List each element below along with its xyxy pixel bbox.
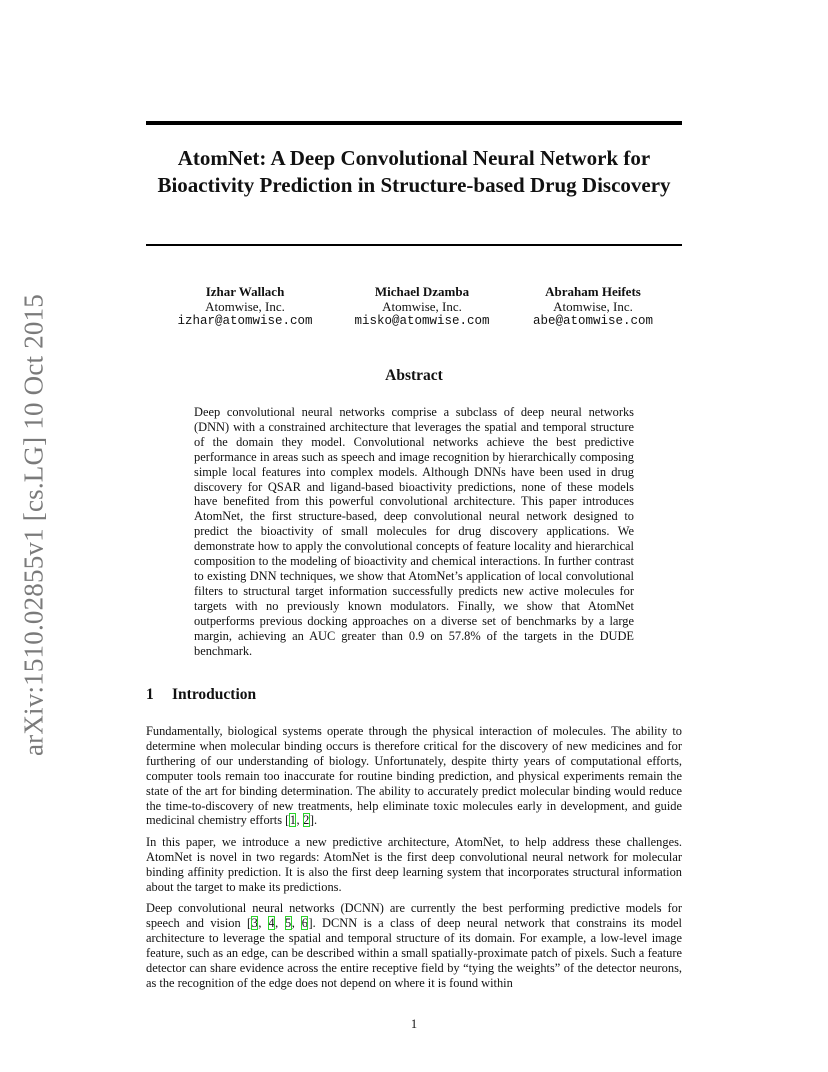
citation-link-1[interactable]: 1 bbox=[289, 813, 296, 828]
author-email: abe@atomwise.com bbox=[532, 314, 654, 328]
citation-bracket: [ bbox=[282, 813, 290, 828]
arxiv-identifier-stamp: arXiv:1510.02855v1 [cs.LG] 10 Oct 2015 bbox=[18, 293, 49, 757]
citation-bracket: ]. bbox=[309, 813, 318, 828]
author-affiliation: Atomwise, Inc. bbox=[553, 299, 633, 314]
author-block bbox=[513, 284, 673, 329]
intro-paragraph-1 bbox=[146, 724, 682, 828]
citation-separator: , bbox=[258, 915, 268, 930]
intro-paragraph-3 bbox=[146, 901, 682, 990]
author-email: misko@atomwise.com bbox=[354, 314, 490, 328]
abstract-heading: Abstract bbox=[385, 367, 443, 384]
author-email: izhar@atomwise.com bbox=[177, 314, 313, 328]
paper-title: AtomNet: A Deep Convolutional Neural Network for Bioactivity Prediction in Structure-based Drug Discovery bbox=[157, 146, 671, 197]
citation-link-4[interactable]: 4 bbox=[268, 915, 275, 930]
citation-link-3[interactable]: 3 bbox=[251, 915, 258, 930]
intro-paragraph-2: In this paper, we introduce a new predictive architecture, AtomNet, to help address these challenges. AtomNet is novel in two regards: AtomNet is the first deep convolutional neural network for molecular binding affinity prediction. It is also the first deep learning system that incorporates structural information about the target to make its predictions. bbox=[146, 835, 682, 894]
citation-link-6[interactable]: 6 bbox=[301, 915, 308, 930]
section-title: Introduction bbox=[172, 686, 257, 703]
paragraph-text: Fundamentally, biological systems operate through the physical interaction of molecules. The ability to determine when molecular binding occurs is therefore critical for the discovery of new medicines and for furthering of our understanding of biology. Unfortunately, despite thirty years of computational efforts, computer tools remain too inaccurate for routine binding prediction, and physical experiments remain the state of the art for binding determination. The ability to accurately predict molecular binding would reduce the time-to-discovery of new treatments, help eliminate toxic molecules early in development, and guide medicinal chemistry efforts bbox=[146, 724, 682, 828]
abstract-text: Deep convolutional neural networks comprise a subclass of deep neural networks (DNN) with a constrained architecture that leverages the spatial and temporal structure of the domain they model. Convolutional networks achieve the best predictive performance in areas such as speech and image recognition by hierarchically composing simple local features into complex models. Although DNNs have been used in drug discovery for QSAR and ligand-based bioactivity predictions, none of these models have benefited from this powerful convolutional architecture. This paper introduces AtomNet, the first structure-based, deep convolutional neural network designed to predict the bioactivity of small molecules for drug discovery applications. We demonstrate how to apply the convolutional concepts of feature locality and hierarchical composition to the modeling of bioactivity and chemical interactions. In further contrast to existing DNN techniques, we show that AtomNet’s application of local convolutional filters to structural target information successfully predicts new active molecules for targets with no previously known modulators. Finally, we show that AtomNet outperforms previous docking approaches on a diverse set of benchmarks by a large margin, achieving an AUC greater than 0.9 on 57.8% of the targets in the DUDE benchmark. bbox=[194, 405, 634, 658]
citation-link-2[interactable]: 2 bbox=[303, 813, 310, 828]
paragraph-text: Deep convolutional neural networks (DCNN) are currently the best performing predictive models for speech and vision [ bbox=[146, 901, 682, 930]
author-affiliation: Atomwise, Inc. bbox=[205, 299, 285, 314]
author-block bbox=[342, 284, 502, 329]
author-name: Michael Dzamba bbox=[374, 284, 470, 299]
citation-separator: , bbox=[291, 915, 302, 930]
author-name: Izhar Wallach bbox=[205, 284, 285, 299]
section-number: 1 bbox=[146, 686, 154, 703]
citation-separator: , bbox=[275, 915, 285, 930]
title-bottom-rule bbox=[146, 244, 682, 246]
author-block bbox=[165, 284, 325, 329]
citation-separator: , bbox=[296, 813, 303, 828]
section-heading bbox=[146, 686, 256, 704]
paragraph-text: ]. DCNN is a class of deep neural network that constrains its model architecture to leverage the spatial and temporal structure of its domain. For example, a low-level image feature, such as an edge, can be described within a small spatially-proximate patch of pixels. Such a feature detector can share evidence across the entire receptive field by “tying the weights” of the detector neurons, as the recognition of the edge does not depend on where it is found within bbox=[146, 915, 682, 990]
citation-link-5[interactable]: 5 bbox=[285, 915, 292, 930]
author-affiliation: Atomwise, Inc. bbox=[382, 299, 462, 314]
author-name: Abraham Heifets bbox=[545, 284, 641, 299]
page-number: 1 bbox=[410, 1017, 418, 1031]
title-top-rule bbox=[146, 121, 682, 125]
